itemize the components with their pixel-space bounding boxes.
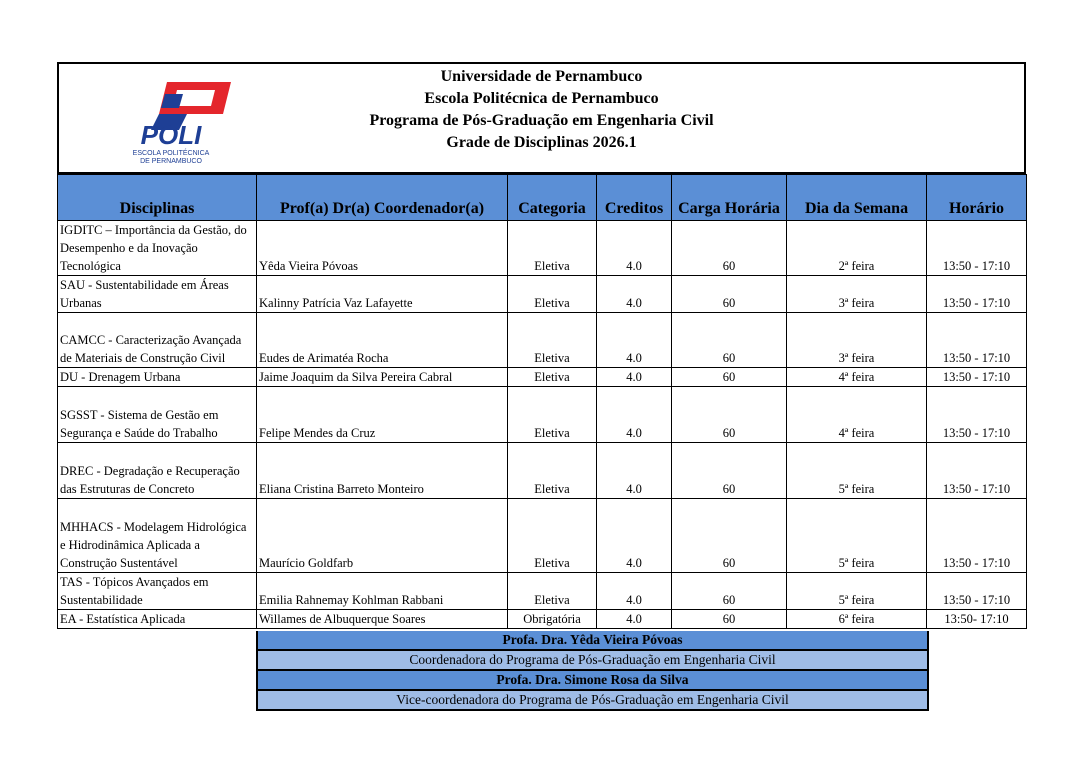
cell-carga: 60 [672, 221, 787, 276]
cell-horario: 13:50 - 17:10 [927, 499, 1027, 573]
school-name: Escola Politécnica de Pernambuco [424, 90, 659, 107]
cell-categoria: Eletiva [508, 313, 597, 368]
cell-carga: 60 [672, 443, 787, 499]
table-row [58, 368, 1027, 387]
cell-categoria: Obrigatória [508, 610, 597, 629]
cell-dia: 4ª feira [787, 387, 927, 443]
document-titles [59, 66, 1024, 154]
column-header: Horário [927, 175, 1027, 221]
cell-dia: 5ª feira [787, 443, 927, 499]
cell-disciplina: DU - Drenagem Urbana [58, 368, 257, 387]
cell-prof: Eudes de Arimatéa Rocha [257, 313, 508, 368]
cell-horario: 13:50- 17:10 [927, 610, 1027, 629]
grade-title: Grade de Disciplinas 2026.1 [446, 134, 637, 151]
cell-prof: Jaime Joaquim da Silva Pereira Cabral [257, 368, 508, 387]
column-header: Prof(a) Dr(a) Coordenador(a) [257, 175, 508, 221]
cell-disciplina: DREC - Degradação e Recuperação das Estruturas de Concreto [58, 443, 257, 499]
table-row [58, 276, 1027, 313]
column-header: Creditos [597, 175, 672, 221]
cell-carga: 60 [672, 573, 787, 610]
column-header: Carga Horária [672, 175, 787, 221]
cell-dia: 3ª feira [787, 276, 927, 313]
coordinator-name: Profa. Dra. Yêda Vieira Póvoas [256, 631, 929, 649]
cell-disciplina: SGSST - Sistema de Gestão em Segurança e Saúde do Trabalho [58, 387, 257, 443]
cell-carga: 60 [672, 499, 787, 573]
table-row [58, 610, 1027, 629]
cell-disciplina: SAU - Sustentabilidade em Áreas Urbanas [58, 276, 257, 313]
cell-disciplina: IGDITC – Importância da Gestão, do Desempenho e da Inovação Tecnológica [58, 221, 257, 276]
university-name: Universidade de Pernambuco [440, 68, 643, 85]
cell-horario: 13:50 - 17:10 [927, 573, 1027, 610]
cell-prof: Yêda Vieira Póvoas [257, 221, 508, 276]
cell-categoria: Eletiva [508, 276, 597, 313]
cell-carga: 60 [672, 368, 787, 387]
vice-coordinator-name: Profa. Dra. Simone Rosa da Silva [256, 671, 929, 689]
cell-dia: 3ª feira [787, 313, 927, 368]
cell-carga: 60 [672, 387, 787, 443]
cell-dia: 5ª feira [787, 573, 927, 610]
cell-creditos: 4.0 [597, 443, 672, 499]
cell-creditos: 4.0 [597, 368, 672, 387]
cell-prof: Felipe Mendes da Cruz [257, 387, 508, 443]
program-name: Programa de Pós-Graduação em Engenharia Civil [369, 112, 714, 129]
table-row [58, 499, 1027, 573]
cell-dia: 4ª feira [787, 368, 927, 387]
cell-categoria: Eletiva [508, 221, 597, 276]
cell-dia: 5ª feira [787, 499, 927, 573]
cell-horario: 13:50 - 17:10 [927, 276, 1027, 313]
column-header: Categoria [508, 175, 597, 221]
table-row [58, 573, 1027, 610]
disciplines-table [57, 174, 1027, 629]
table-row [58, 313, 1027, 368]
cell-categoria: Eletiva [508, 387, 597, 443]
cell-carga: 60 [672, 276, 787, 313]
logo-subtitle-2: DE PERNAMBUCO [140, 158, 202, 165]
cell-horario: 13:50 - 17:10 [927, 387, 1027, 443]
logo-subtitle-1: ESCOLA POLITÉCNICA [132, 150, 210, 157]
cell-prof: Maurício Goldfarb [257, 499, 508, 573]
cell-carga: 60 [672, 313, 787, 368]
cell-creditos: 4.0 [597, 573, 672, 610]
table-header-row [58, 175, 1027, 221]
table-row [58, 221, 1027, 276]
cell-prof: Emilia Rahnemay Kohlman Rabbani [257, 573, 508, 610]
cell-categoria: Eletiva [508, 499, 597, 573]
cell-disciplina: TAS - Tópicos Avançados em Sustentabilidade [58, 573, 257, 610]
table-row [58, 443, 1027, 499]
cell-horario: 13:50 - 17:10 [927, 443, 1027, 499]
cell-disciplina: EA - Estatística Aplicada [58, 610, 257, 629]
cell-categoria: Eletiva [508, 368, 597, 387]
header-box [57, 62, 1026, 174]
cell-creditos: 4.0 [597, 221, 672, 276]
cell-horario: 13:50 - 17:10 [927, 221, 1027, 276]
cell-prof: Eliana Cristina Barreto Monteiro [257, 443, 508, 499]
cell-creditos: 4.0 [597, 387, 672, 443]
cell-disciplina: MHHACS - Modelagem Hidrológica e Hidrodinâmica Aplicada a Construção Sustentável [58, 499, 257, 573]
vice-coordinator-role: Vice-coordenadora do Programa de Pós-Graduação em Engenharia Civil [256, 689, 929, 711]
cell-creditos: 4.0 [597, 276, 672, 313]
coordinator-role: Coordenadora do Programa de Pós-Graduação em Engenharia Civil [256, 649, 929, 671]
cell-categoria: Eletiva [508, 443, 597, 499]
cell-dia: 6ª feira [787, 610, 927, 629]
cell-dia: 2ª feira [787, 221, 927, 276]
cell-horario: 13:50 - 17:10 [927, 313, 1027, 368]
column-header: Disciplinas [58, 175, 257, 221]
cell-creditos: 4.0 [597, 610, 672, 629]
cell-carga: 60 [672, 610, 787, 629]
cell-creditos: 4.0 [597, 313, 672, 368]
cell-horario: 13:50 - 17:10 [927, 368, 1027, 387]
column-header: Dia da Semana [787, 175, 927, 221]
cell-prof: Kalinny Patrícia Vaz Lafayette [257, 276, 508, 313]
logo-text: POLI [140, 120, 202, 150]
table-row [58, 387, 1027, 443]
cell-disciplina: CAMCC - Caracterização Avançada de Materiais de Construção Civil [58, 313, 257, 368]
cell-categoria: Eletiva [508, 573, 597, 610]
signature-block [256, 631, 929, 711]
cell-creditos: 4.0 [597, 499, 672, 573]
cell-prof: Willames de Albuquerque Soares [257, 610, 508, 629]
